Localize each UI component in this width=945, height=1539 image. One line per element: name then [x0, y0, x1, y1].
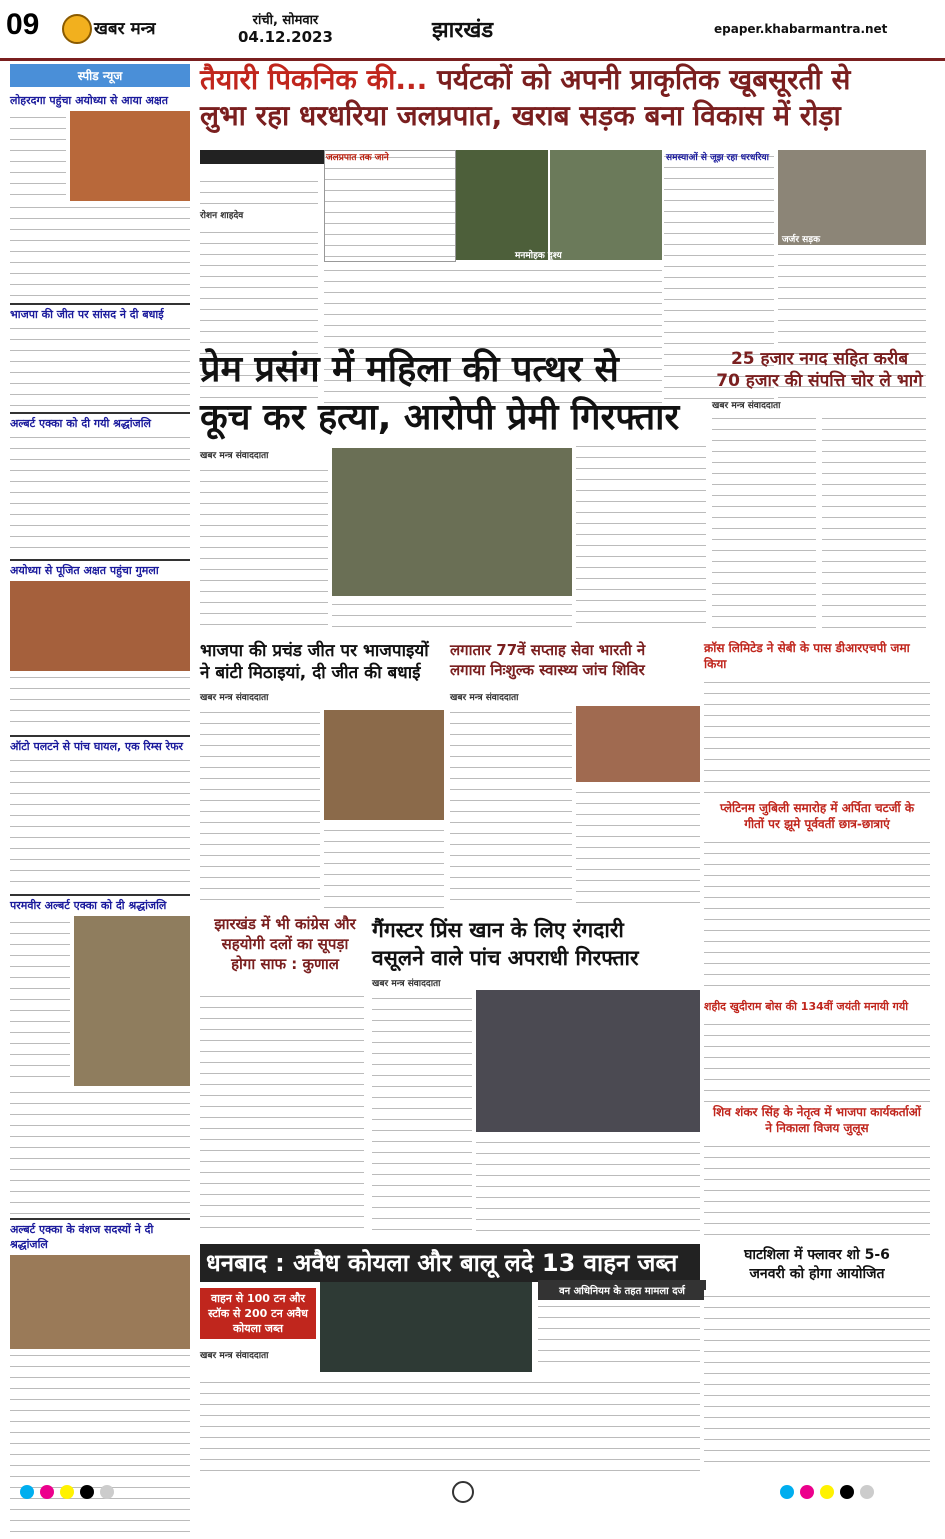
congress-text — [200, 990, 364, 1236]
page-number: 09 — [6, 8, 40, 41]
bjp-photo — [324, 710, 444, 820]
lead-infobox-title: जलप्रपात तक जाने — [326, 153, 389, 163]
gangster-headline — [372, 916, 700, 972]
congress-headline-line3: होगा साफ : कुणाल — [231, 955, 339, 973]
brief-headline: ऑटो पलटने से पांच घायल, एक रिम्स रेफर — [10, 735, 190, 754]
ghatshila-headline — [704, 1246, 930, 1284]
brief-text — [10, 1349, 190, 1539]
murder-text — [332, 598, 572, 632]
platinum-headline-line2: गीतों पर झूमे पूर्ववर्ती छात्र-छात्राएं — [744, 817, 890, 831]
police-photo — [332, 448, 572, 596]
congress-headline-line1: झारखंड में भी कांग्रेस और — [214, 915, 356, 933]
brand-name: खबर मन्त्र — [94, 19, 156, 39]
brief-headline: परमवीर अल्बर्ट एक्का को दी श्रद्धांजलि — [10, 894, 190, 913]
brief-text — [10, 916, 70, 1086]
dateline — [238, 10, 333, 46]
photo-caption: जर्जर सड़क — [782, 235, 820, 245]
seva-headline — [450, 640, 700, 680]
brief-photo — [10, 1255, 190, 1349]
lead-headline-line1: पर्यटकों को अपनी प्राकृतिक खूबसूरती से — [437, 63, 851, 96]
print-registration-marks — [780, 1484, 880, 1503]
city: रांची, सोमवार — [252, 13, 319, 28]
coal-photo — [320, 1282, 532, 1372]
platinum-headline — [704, 800, 930, 832]
brief-headline: भाजपा की जीत पर सांसद ने दी बधाई — [10, 303, 190, 322]
forest-act-label: वन अधिनियम के तहत मामला दर्ज — [538, 1280, 706, 1300]
gangster-byline: खबर मन्त्र संवाददाता — [372, 979, 441, 989]
lead-text — [200, 175, 318, 205]
bjp-headline-line2: ने बांटी मिठाइयां, दी जीत की बधाई — [200, 663, 421, 683]
gangster-headline-line1: गैंगस्टर प्रिंस खान के लिए रंगदारी — [372, 918, 624, 942]
theft-headline-line1: 25 हजार नगद सहित करीब — [730, 349, 909, 369]
brief-text — [10, 754, 190, 890]
brief-text — [10, 671, 190, 731]
brief-headline: अल्बर्ट एक्का को दी गयी श्रद्धांजलि — [10, 412, 190, 431]
murder-headline-line2: कूच कर हत्या, आरोपी प्रेमी गिरफ्तार — [200, 397, 680, 438]
waterfall-photo — [456, 150, 548, 260]
murder-byline: खबर मन्त्र संवाददाता — [200, 451, 269, 461]
bjp-headline-line1: भाजपा की प्रचंड जीत पर भाजपाइयों — [200, 641, 429, 661]
platinum-text — [704, 836, 930, 996]
seva-text — [576, 786, 700, 906]
shivshankar-headline — [704, 1104, 930, 1136]
cross-headline: क्रॉस लिमिटेड ने सेबी के पास डीआरएचपी जमा किया — [704, 641, 910, 671]
brief-text — [10, 111, 66, 201]
ghatshila-headline-line1: घाटशिला में फ्लावर शो 5-6 — [744, 1247, 890, 1263]
coal-highlight-box: वाहन से 100 टन और स्टॉक से 200 टन अवैध कोयला जब्त — [200, 1288, 316, 1339]
registration-target-icon — [452, 1481, 474, 1503]
photo-caption: मनमोहक दृश्य — [515, 251, 562, 261]
lead-subhead: समस्याओं से जूझ रहा धरधरिया — [666, 153, 769, 163]
epaper-link[interactable]: epaper.khabarmantra.net — [714, 22, 888, 36]
lead-byline: रोशन शाहदेव — [200, 211, 244, 221]
waterfall-photo — [550, 150, 662, 260]
theft-text — [712, 412, 816, 632]
theft-headline-line2: 70 हजार की संपत्ति चोर ले भागे — [716, 371, 923, 391]
shivshankar-headline-line1: शिव शंकर सिंह के नेतृत्व में भाजपा कार्यकर्ताओं — [713, 1105, 921, 1119]
gangster-photo — [476, 990, 700, 1132]
brief-text — [10, 322, 190, 408]
khudiram-text — [704, 1018, 930, 1102]
section-name: झारखंड — [432, 18, 494, 43]
seva-headline-line2: लगाया निःशुल्क स्वास्थ्य जांच शिविर — [450, 661, 645, 679]
bjp-byline: खबर मन्त्र संवाददाता — [200, 693, 269, 703]
brief-headline: लोहरदगा पहुंचा अयोध्या से आया अक्षत — [10, 94, 169, 107]
murder-headline — [200, 346, 700, 442]
date: 04.12.2023 — [238, 28, 333, 46]
brief-headline: अल्बर्ट एक्का के वंशज सदस्यों ने दी श्रद्धांजलि — [10, 1218, 190, 1252]
brief-photo — [70, 111, 190, 201]
brief-text — [10, 431, 190, 555]
lead-infobox — [324, 150, 456, 262]
brief-text — [10, 201, 190, 299]
ghatshila-text — [704, 1290, 930, 1472]
murder-headline-line1: प्रेम प्रसंग में महिला की पत्थर से — [200, 349, 619, 390]
gangster-text — [476, 1136, 700, 1236]
brief-text — [10, 1086, 190, 1214]
cross-text — [704, 676, 930, 796]
murder-text — [576, 440, 706, 632]
shivshankar-headline-line2: ने निकाला विजय जुलूस — [765, 1121, 869, 1135]
brief-photo — [10, 581, 190, 671]
gangster-text — [372, 992, 472, 1236]
theft-byline: खबर मन्त्र संवाददाता — [712, 401, 781, 411]
lead-kicker: तैयारी पिकनिक की... — [200, 63, 428, 96]
seva-text — [450, 706, 572, 906]
lead-headline-line2: लुभा रहा धरधरिया जलप्रपात, खराब सड़क बना विकास में रोड़ा — [200, 99, 841, 132]
congress-headline — [200, 914, 370, 974]
coal-text — [538, 1300, 700, 1370]
theft-headline — [712, 348, 927, 392]
road-photo — [778, 150, 926, 245]
theft-text — [822, 412, 926, 632]
congress-headline-line2: सहयोगी दलों का सूपड़ा — [221, 935, 349, 953]
bjp-text — [324, 824, 444, 910]
left-news-column — [10, 64, 190, 1474]
bjp-headline — [200, 640, 450, 684]
shivshankar-text — [704, 1140, 930, 1238]
platinum-headline-line1: प्लेटिनम जुबिली समारोह में अर्पिता चटर्जी के — [719, 801, 915, 815]
coal-byline: खबर मन्त्र संवाददाता — [200, 1351, 269, 1361]
coal-headline: धनबाद : अवैध कोयला और बालू लदे 13 वाहन जब्त — [200, 1244, 700, 1282]
seva-byline: खबर मन्त्र संवाददाता — [450, 693, 519, 703]
speed-news-banner: स्पीड न्यूज — [10, 64, 190, 87]
gangster-headline-line2: वसूलने वाले पांच अपराधी गिरफ्तार — [372, 946, 639, 970]
coal-text — [200, 1376, 700, 1472]
brief-photo — [74, 916, 190, 1086]
bjp-text — [200, 706, 320, 910]
seva-photo — [576, 706, 700, 782]
brief-headline: अयोध्या से पूजित अक्षत पहुंचा गुमला — [10, 559, 190, 578]
lead-headline — [200, 62, 930, 134]
murder-text — [200, 464, 328, 630]
brand-logo-icon — [62, 14, 92, 44]
print-registration-marks — [20, 1484, 120, 1503]
seva-headline-line1: लगातार 77वें सप्ताह सेवा भारती ने — [450, 641, 646, 659]
khudiram-headline: शहीद खुदीराम बोस की 134वीं जयंती मनायी गयी — [704, 1000, 909, 1013]
lead-summary — [200, 150, 324, 164]
ghatshila-headline-line2: जनवरी को होगा आयोजित — [749, 1266, 885, 1282]
